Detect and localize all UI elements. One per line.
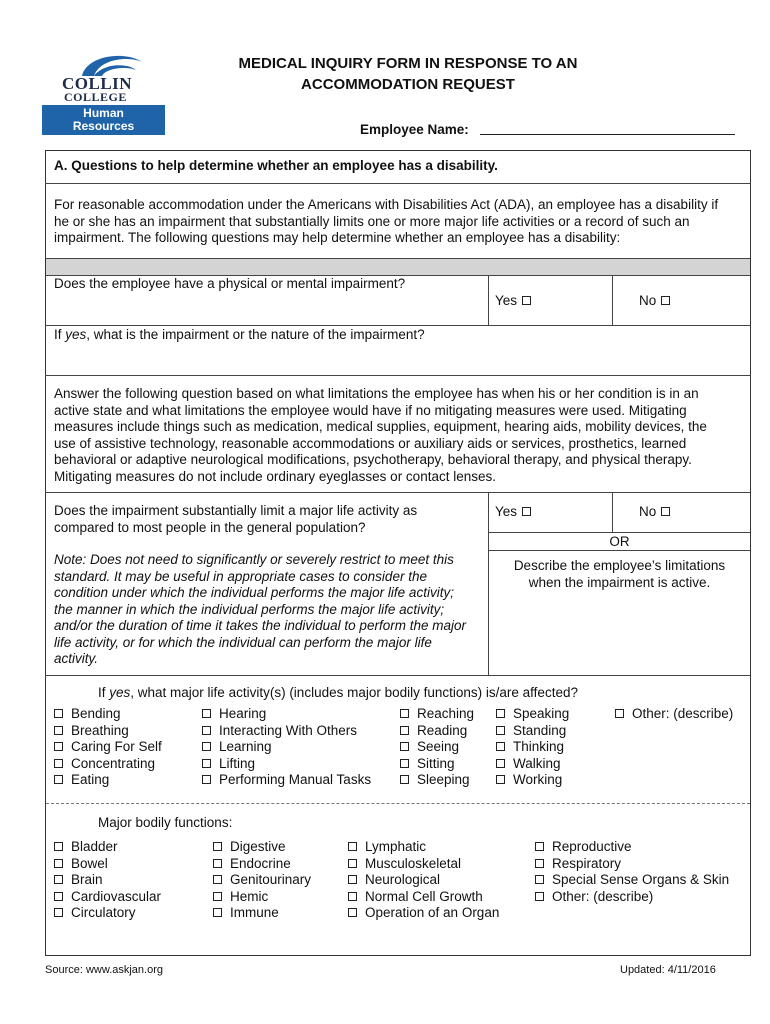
checkbox-option[interactable] xyxy=(400,756,455,773)
checkbox-option[interactable] xyxy=(54,756,155,773)
checkbox-icon[interactable] xyxy=(202,726,211,735)
checkbox-label: Reproductive xyxy=(552,839,632,854)
describe-line: Describe the employee’s limitations xyxy=(513,558,726,573)
q2-yes-option[interactable] xyxy=(495,504,531,521)
checkbox-label: Learning xyxy=(219,739,272,754)
followup-yes: yes xyxy=(65,327,87,342)
checkbox-icon[interactable] xyxy=(213,859,222,868)
checkbox-label: Concentrating xyxy=(71,755,156,771)
checkbox-label: Seeing xyxy=(417,739,460,754)
updated-text: Updated: 4/11/2016 xyxy=(620,964,716,976)
checkbox-option[interactable] xyxy=(496,739,564,756)
checkbox-label: Cardiovascular xyxy=(71,888,162,904)
page-title xyxy=(190,53,626,95)
describe-limitations-field[interactable] xyxy=(488,558,751,591)
checkbox-option[interactable] xyxy=(400,723,467,740)
checkbox-option[interactable] xyxy=(496,706,569,723)
checkbox-label: Breathing xyxy=(71,722,129,738)
instruction-line: Mitigating measures do not include ordinary eyeglasses or contact lenses. xyxy=(54,468,496,484)
checkbox-icon[interactable] xyxy=(496,759,505,768)
checkbox-icon[interactable] xyxy=(535,892,544,901)
checkbox-label: Standing xyxy=(513,722,567,738)
or-label: OR xyxy=(609,534,630,549)
checkbox-icon[interactable] xyxy=(213,842,222,851)
checkbox-option[interactable] xyxy=(202,723,357,740)
checkbox-icon[interactable] xyxy=(496,742,505,751)
checkbox-label: Hemic xyxy=(230,888,269,904)
activities-question xyxy=(98,685,578,702)
checkbox-label: Walking xyxy=(513,755,561,771)
logo-badge xyxy=(42,105,165,135)
checkbox-label: Bowel xyxy=(71,855,108,871)
checkbox-option[interactable] xyxy=(54,772,109,789)
checkbox-label: Lymphatic xyxy=(365,839,427,854)
bodily-functions-label: Major bodily functions: xyxy=(98,815,233,830)
title-line-1: MEDICAL INQUIRY FORM IN RESPONSE TO AN xyxy=(238,55,578,72)
logo-badge-line1: Human xyxy=(83,106,124,120)
q2-yes-label: Yes xyxy=(495,504,518,519)
describe-line: when the impairment is active. xyxy=(528,574,711,590)
checkbox-option[interactable] xyxy=(496,756,561,773)
checkbox-icon[interactable] xyxy=(54,842,63,851)
instruction-line: behavioral or adaptive neurological modifications, psychotherapy, behavioral therapy, and physical therapy. xyxy=(54,452,692,467)
instruction-line: Answer the following question based on what limitations the employee has when his or her condition is in an xyxy=(54,386,699,401)
checkbox-icon[interactable] xyxy=(400,709,409,718)
checkbox-option[interactable] xyxy=(400,739,459,756)
checkbox-option[interactable] xyxy=(400,772,470,789)
checkbox-icon[interactable] xyxy=(54,892,63,901)
instruction-line: measures include things such as medication, medical supplies, equipment, hearing aids, mobility devices, the xyxy=(54,419,707,434)
followup-rest: , what is the impairment or the nature of the impairment? xyxy=(86,327,425,342)
checkbox-option[interactable] xyxy=(54,856,108,873)
note-line: Note: Does not need to significantly or severely restrict to meet this xyxy=(54,552,454,567)
checkbox-icon[interactable] xyxy=(348,892,357,901)
q1-no-label: No xyxy=(639,293,657,308)
question-substantial-limit xyxy=(54,503,417,536)
checkbox-label: Sleeping xyxy=(417,772,470,787)
checkbox-label: Brain xyxy=(71,872,103,887)
checkbox-option[interactable] xyxy=(213,889,268,906)
checkbox-icon[interactable] xyxy=(348,908,357,917)
checkbox-option[interactable] xyxy=(54,872,103,889)
checkbox-option[interactable] xyxy=(496,772,562,789)
q2-yes-checkbox[interactable] xyxy=(522,507,531,516)
checkbox-label: Thinking xyxy=(513,739,565,754)
checkbox-label: Respiratory xyxy=(552,855,622,871)
checkbox-icon[interactable] xyxy=(400,759,409,768)
checkbox-icon[interactable] xyxy=(54,908,63,917)
checkbox-option[interactable] xyxy=(348,872,440,889)
checkbox-label: Circulatory xyxy=(71,905,136,920)
checkbox-option[interactable] xyxy=(496,723,566,740)
intro-line: he or she has an impairment that substantially limits one or more major life activities or a record of such an xyxy=(54,213,690,229)
checkbox-option[interactable] xyxy=(202,756,255,773)
q1-yes-checkbox[interactable] xyxy=(522,296,531,305)
checkbox-icon[interactable] xyxy=(54,859,63,868)
checkbox-label: Hearing xyxy=(219,706,267,721)
intro-line: For reasonable accommodation under the Americans with Disabilities Act (ADA), an employee has a disability if xyxy=(54,197,719,212)
instruction-line: active state and what limitations the employee would have if no mitigating measures were used. Mitigating xyxy=(54,402,687,418)
checkbox-icon[interactable] xyxy=(54,759,63,768)
checkbox-icon[interactable] xyxy=(213,892,222,901)
checkbox-option[interactable] xyxy=(54,739,162,756)
checkbox-label: Immune xyxy=(230,905,279,920)
followup-prefix: If xyxy=(54,327,66,342)
checkbox-option[interactable] xyxy=(535,872,729,889)
checkbox-option[interactable] xyxy=(348,905,499,922)
activities-prefix: If xyxy=(98,685,110,700)
checkbox-label: Musculoskeletal xyxy=(365,855,462,871)
q2-no-checkbox[interactable] xyxy=(661,507,670,516)
checkbox-icon[interactable] xyxy=(400,775,409,784)
checkbox-icon[interactable] xyxy=(54,709,63,718)
section-a-heading: A. Questions to help determine whether an employee has a disability. xyxy=(54,158,498,173)
source-text: Source: www.askjan.org xyxy=(45,964,163,976)
checkbox-icon[interactable] xyxy=(54,742,63,751)
checkbox-option[interactable] xyxy=(54,889,161,906)
checkbox-label: Performing Manual Tasks xyxy=(219,772,372,787)
instruction-line: use of assistive technology, reasonable accommodations or auxiliary aids or services, prosthetics, learned xyxy=(54,435,687,451)
note-line: condition under which the individual performs the major life activity; xyxy=(54,585,454,600)
checkbox-label: Bending xyxy=(71,706,121,721)
checkbox-icon[interactable] xyxy=(496,726,505,735)
checkbox-icon[interactable] xyxy=(348,875,357,884)
checkbox-icon[interactable] xyxy=(615,709,624,718)
dashed-separator xyxy=(46,803,750,804)
college-logo xyxy=(42,50,167,136)
note-line: activity. xyxy=(54,651,99,666)
note-line: the manner in which the individual performs the major life activity; xyxy=(54,601,445,617)
employee-name-label: Employee Name: xyxy=(360,122,469,137)
checkbox-option[interactable] xyxy=(348,839,426,856)
note-paragraph xyxy=(54,552,466,668)
activities-yes: yes xyxy=(109,685,131,700)
checkbox-option[interactable] xyxy=(535,839,632,856)
checkbox-option[interactable] xyxy=(202,772,371,789)
logo-college-text: COLLEGE xyxy=(64,90,127,104)
activities-rest: , what major life activity(s) (includes major bodily functions) is/are affected? xyxy=(130,685,578,700)
intro-paragraph xyxy=(54,197,744,247)
q1-no-option[interactable] xyxy=(639,293,670,310)
checkbox-label: Normal Cell Growth xyxy=(365,888,483,904)
mitigating-measures-paragraph xyxy=(54,386,744,485)
checkbox-label: Reading xyxy=(417,722,468,738)
checkbox-icon[interactable] xyxy=(535,842,544,851)
checkbox-option[interactable] xyxy=(535,856,621,873)
intro-line: impairment. The following questions may help determine whether an employee has a disability: xyxy=(54,230,621,245)
checkbox-label: Eating xyxy=(71,772,110,787)
checkbox-icon[interactable] xyxy=(202,775,211,784)
checkbox-label: Sitting xyxy=(417,755,455,771)
question-impairment: Does the employee have a physical or mental impairment? xyxy=(54,276,406,291)
q2-line: Does the impairment substantially limit a major life activity as xyxy=(54,503,418,518)
checkbox-icon[interactable] xyxy=(400,742,409,751)
impairment-nature-question[interactable] xyxy=(54,327,425,344)
checkbox-icon[interactable] xyxy=(213,875,222,884)
logo-badge-line2: Resources xyxy=(72,119,135,133)
checkbox-label: Digestive xyxy=(230,839,286,854)
note-line: life activity, or for which the individual can perform the major life xyxy=(54,634,432,650)
checkbox-icon[interactable] xyxy=(496,709,505,718)
checkbox-icon[interactable] xyxy=(54,875,63,884)
checkbox-label: Other: (describe) xyxy=(552,888,654,904)
checkbox-icon[interactable] xyxy=(54,775,63,784)
checkbox-option[interactable] xyxy=(202,739,272,756)
q2-no-label: No xyxy=(639,504,657,519)
checkbox-option[interactable] xyxy=(348,856,461,873)
note-line: and/or the duration of time it takes the individual to perform the major xyxy=(54,618,466,633)
note-line: standard. It may be useful in appropriate cases to consider the xyxy=(54,568,427,584)
checkbox-option[interactable] xyxy=(213,839,286,856)
q1-yes-option[interactable] xyxy=(495,293,531,310)
checkbox-icon[interactable] xyxy=(202,742,211,751)
checkbox-icon[interactable] xyxy=(348,842,357,851)
checkbox-label: Genitourinary xyxy=(230,872,312,887)
q1-yes-label: Yes xyxy=(495,293,518,308)
checkbox-label: Bladder xyxy=(71,839,118,854)
employee-name-field[interactable] xyxy=(480,134,735,135)
gray-divider-band xyxy=(46,258,750,276)
checkbox-icon[interactable] xyxy=(496,775,505,784)
checkbox-label: Other: (describe) xyxy=(632,706,734,721)
q1-no-checkbox[interactable] xyxy=(661,296,670,305)
checkbox-icon[interactable] xyxy=(54,726,63,735)
checkbox-label: Lifting xyxy=(219,755,256,771)
checkbox-label: Interacting With Others xyxy=(219,722,358,738)
checkbox-icon[interactable] xyxy=(535,875,544,884)
checkbox-option[interactable] xyxy=(213,856,291,873)
checkbox-option[interactable] xyxy=(213,905,279,922)
checkbox-icon[interactable] xyxy=(400,726,409,735)
checkbox-option[interactable] xyxy=(535,889,653,906)
checkbox-option[interactable] xyxy=(213,872,311,889)
checkbox-label: Neurological xyxy=(365,872,441,887)
checkbox-option[interactable] xyxy=(54,706,121,723)
checkbox-label: Caring For Self xyxy=(71,739,162,754)
checkbox-label: Reaching xyxy=(417,706,475,721)
checkbox-icon[interactable] xyxy=(348,859,357,868)
checkbox-icon[interactable] xyxy=(202,759,211,768)
checkbox-option[interactable] xyxy=(400,706,474,723)
checkbox-icon[interactable] xyxy=(213,908,222,917)
checkbox-label: Speaking xyxy=(513,706,570,721)
checkbox-label: Working xyxy=(513,772,563,787)
checkbox-option[interactable] xyxy=(54,839,118,856)
checkbox-option[interactable] xyxy=(202,706,266,723)
title-line-2: ACCOMMODATION REQUEST xyxy=(301,76,515,93)
checkbox-option[interactable] xyxy=(54,905,136,922)
checkbox-icon[interactable] xyxy=(535,859,544,868)
q2-no-option[interactable] xyxy=(639,504,670,521)
checkbox-option[interactable] xyxy=(54,723,129,740)
checkbox-label: Endocrine xyxy=(230,855,291,871)
q2-line: compared to most people in the general population? xyxy=(54,519,366,535)
checkbox-label: Special Sense Organs & Skin xyxy=(552,872,730,887)
checkbox-option[interactable] xyxy=(615,706,733,723)
checkbox-option[interactable] xyxy=(348,889,483,906)
logo-collin-text: COLLIN xyxy=(62,74,133,93)
checkbox-icon[interactable] xyxy=(202,709,211,718)
checkbox-label: Operation of an Organ xyxy=(365,905,500,920)
